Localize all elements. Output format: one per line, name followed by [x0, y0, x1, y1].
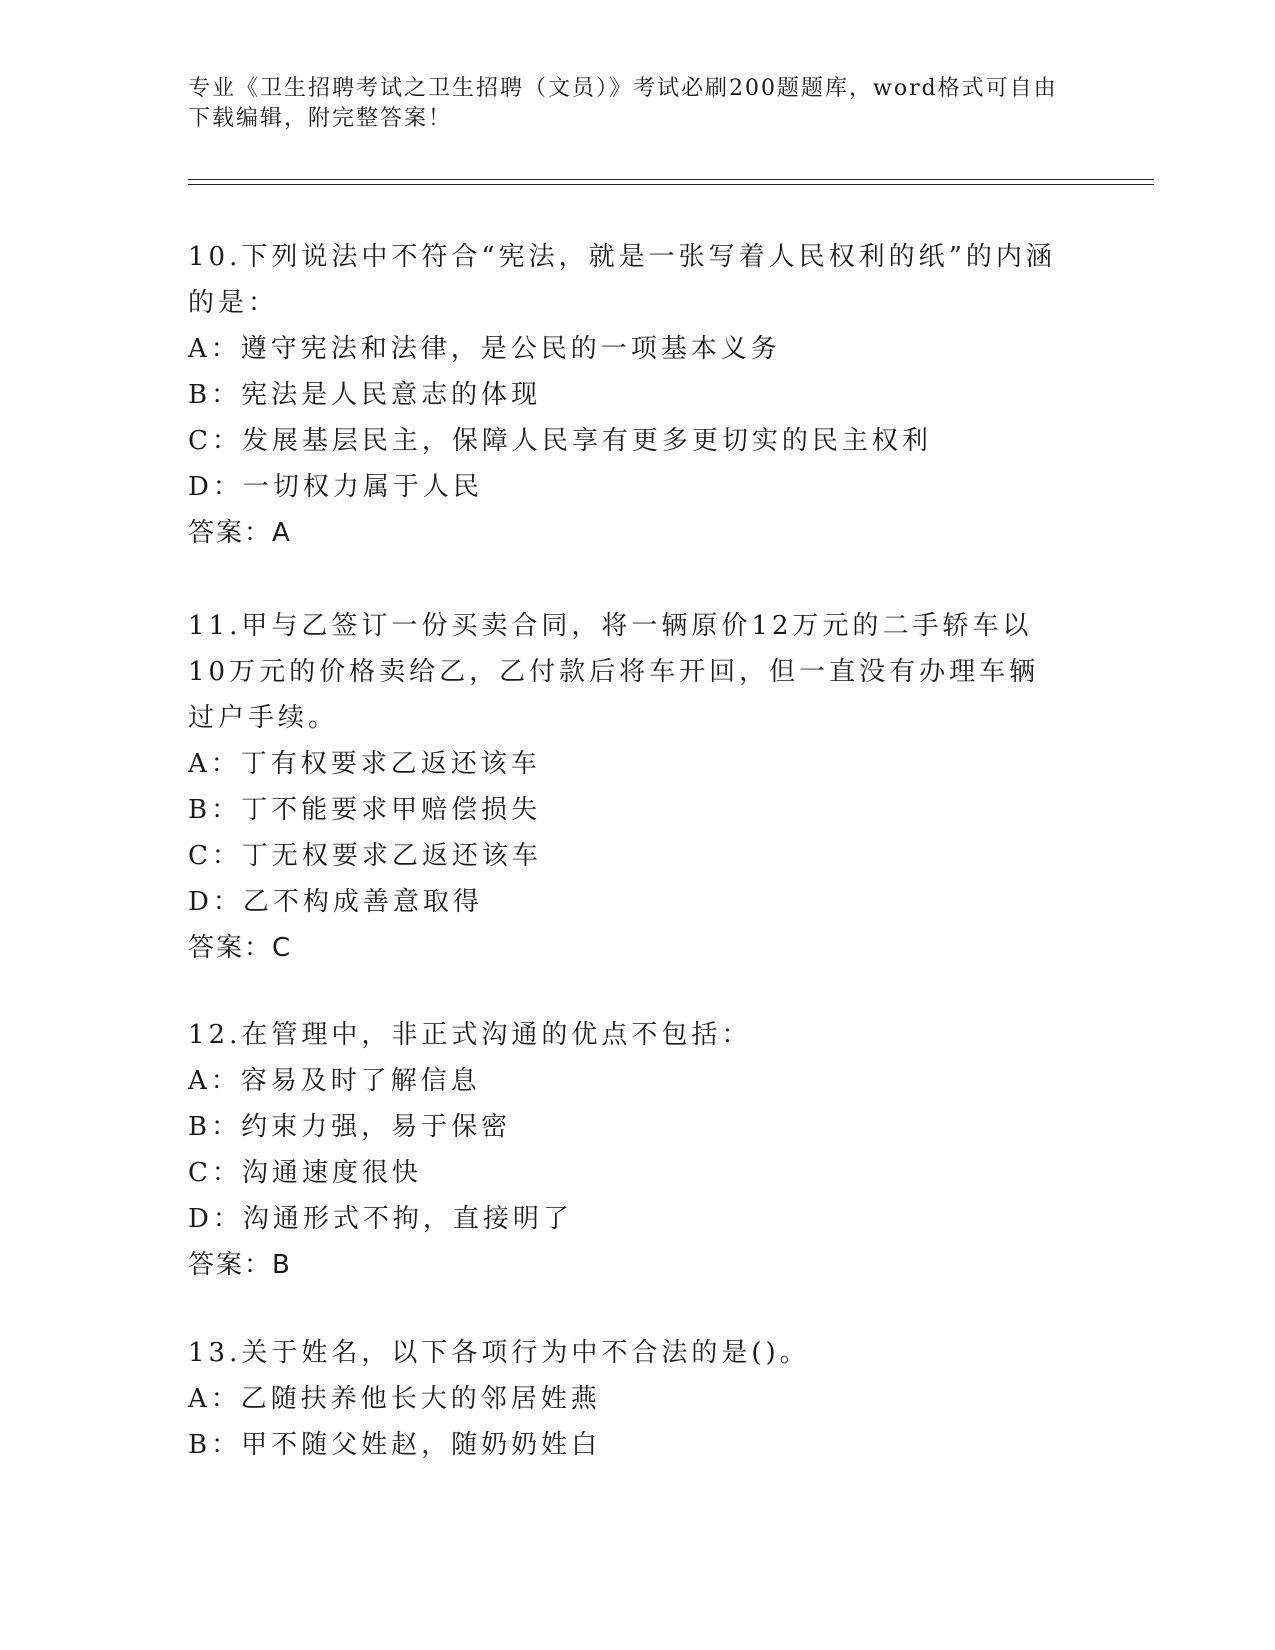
option-b: B：丁不能要求甲赔偿损失: [188, 795, 542, 825]
option-b: B：宪法是人民意志的体现: [188, 380, 542, 410]
document-header: 专业《卫生招聘考试之卫生招聘（文员）》考试必刷200题题库，word格式可自由下载编辑，附完整答案！: [188, 76, 1058, 131]
option-a: A：丁有权要求乙返还该车: [188, 749, 541, 779]
answer-label: 答案：A: [188, 518, 292, 548]
option-d: D：乙不构成善意取得: [188, 887, 483, 917]
option-a: A：遵守宪法和法律，是公民的一项基本义务: [188, 334, 781, 364]
option-c: C：发展基层民主，保障人民享有更多更切实的民主权利: [188, 426, 932, 456]
question-stem: 12.在管理中，非正式沟通的优点不包括：: [188, 1020, 752, 1050]
question-12: [188, 1012, 1068, 1288]
question-11: [188, 603, 1068, 971]
option-b: B：约束力强，易于保密: [188, 1112, 512, 1142]
option-c: C：沟通速度很快: [188, 1158, 422, 1188]
answer-label: 答案：B: [188, 1250, 292, 1280]
option-a: A：乙随扶养他长大的邻居姓燕: [188, 1384, 601, 1414]
option-c: C：丁无权要求乙返还该车: [188, 841, 542, 871]
header-divider-bottom: [188, 184, 1154, 185]
option-a: A：容易及时了解信息: [188, 1066, 481, 1096]
option-b: B：甲不随父姓赵，随奶奶姓白: [188, 1430, 602, 1460]
question-stem: 10.下列说法中不符合“宪法，就是一张写着人民权利的纸”的内涵的是：: [188, 242, 1056, 318]
question-stem: 11.甲与乙签订一份买卖合同，将一辆原价12万元的二手轿车以10万元的价格卖给乙，乙付款后将车开回，但一直没有办理车辆过户手续。: [188, 611, 1040, 733]
question-10: [188, 234, 1068, 556]
question-stem: 13.关于姓名，以下各项行为中不合法的是()。: [188, 1338, 810, 1368]
option-d: D：一切权力属于人民: [188, 472, 483, 502]
header-divider-top: [188, 179, 1154, 180]
answer-label: 答案：C: [188, 933, 293, 963]
question-13: [188, 1330, 1068, 1468]
option-d: D：沟通形式不拘，直接明了: [188, 1204, 573, 1234]
